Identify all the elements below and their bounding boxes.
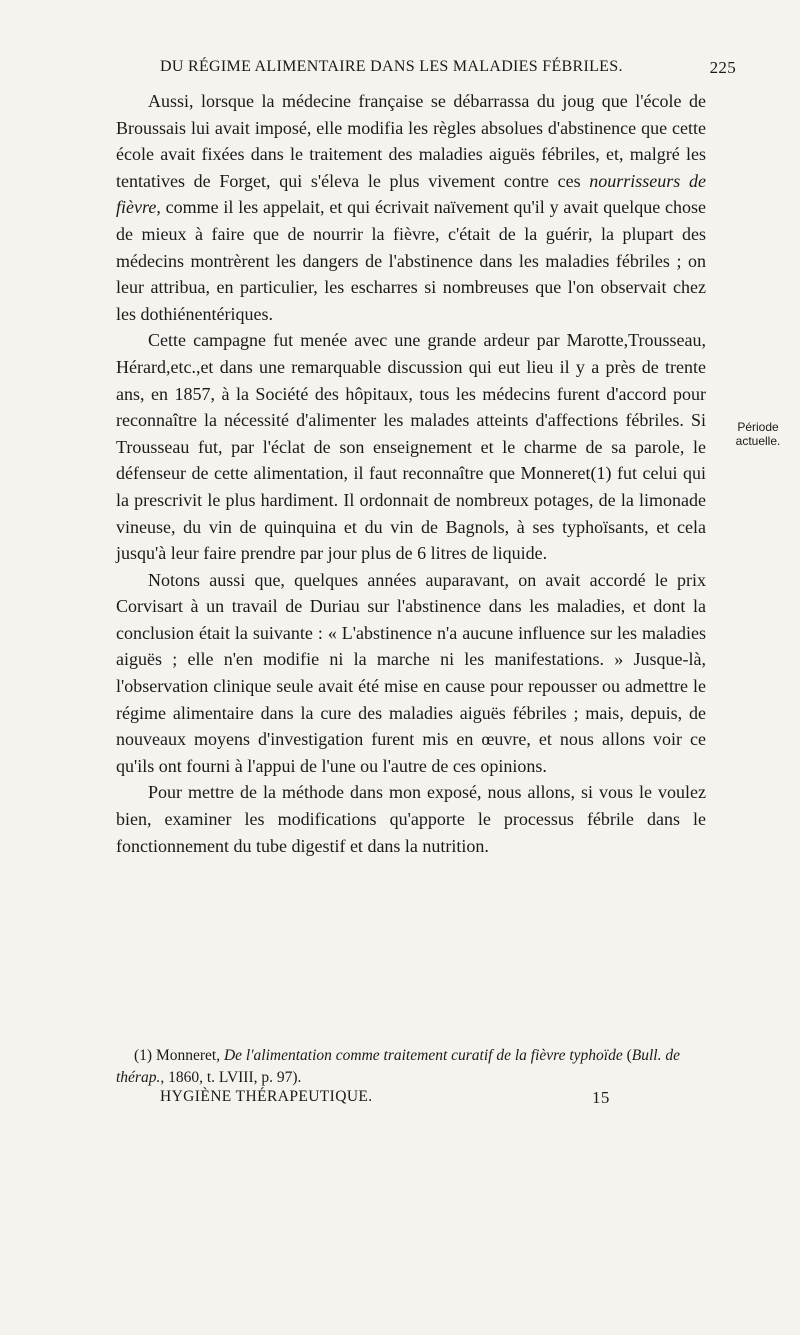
footnote-title: De l'alimentation comme traitement curatif de la fièvre typhoïde	[223, 1047, 623, 1064]
footnote-text	[116, 1045, 706, 1089]
signature-title: HYGIÈNE THÉRAPEUTIQUE.	[160, 1088, 373, 1105]
page-number: 225	[709, 58, 736, 77]
paragraph-1-text-b: , comme il les appelait, et qui écrivait naïvement qu'il y avait quelque chose de mieux à faire que de nourrir la fièvre, c'était de la guérir, la plupart des médecins montrèrent les dangers de l'abstinence dans les maladies fébriles ; on leur attribua, en particulier, les escharres si nombreuses que l'on observait chez les dothiénentériques.	[116, 197, 706, 324]
paragraph-3	[116, 567, 706, 780]
paragraph-4	[116, 779, 706, 859]
running-title: DU RÉGIME ALIMENTAIRE DANS LES MALADIES FÉBRILES.	[160, 58, 623, 75]
footnote-journal: Bull. de thérap.	[116, 1047, 680, 1086]
signature-number: 15	[592, 1088, 610, 1107]
paragraph-1-text-a: Aussi, lorsque la médecine française se débarrassa du joug que l'école de Broussais lui avait imposé, elle modifia les règles absolues d'abstinence que cette école avait fixées dans le traitement des maladies aiguës fébriles, et, malgré les tentatives de Forget, qui s'éleva le plus vivement contre ces	[116, 91, 706, 191]
footnote-author: Monneret,	[155, 1047, 221, 1064]
paragraph-1	[116, 88, 706, 327]
footnote	[116, 1045, 706, 1089]
paragraph-2-text: Cette campagne fut menée avec une grande ardeur par Marotte,Trousseau, Hérard,etc.,et dans une remarquable discussion qui eut lieu il y a près de trente ans, en 1857, à la Société des hôpitaux, tous les médecins furent d'accord pour reconnaître la nécessité d'alimenter les malades atteints d'affections fébriles. Si Trousseau fut, par l'éclat de son enseignement et le charme de sa parole, le défenseur de cette alimentation, il faut reconnaître que Monneret(1) fut celui qui la prescrivit le plus hardiment. Il ordonnait de nombreux potages, de la limonade vineuse, du vin de quinquina et du vin de Bagnols, à ses typhoïsants, et cela jusqu'à leur faire prendre par jour plus de 6 litres de liquide.	[116, 330, 706, 564]
footnote-rest: , 1860, t. LVIII, p. 97).	[160, 1069, 302, 1086]
footnote-paren: (	[622, 1047, 632, 1064]
footnote-marker: (1)	[134, 1047, 153, 1064]
paragraph-2	[116, 327, 706, 566]
marginal-note-line1: Période	[737, 420, 779, 434]
paragraph-4-text: Pour mettre de la méthode dans mon exposé, nous allons, si vous le voulez bien, examiner les modifications qu'apporte le processus fébrile dans le fonctionnement du tube digestif et dans la nutrition.	[116, 782, 706, 856]
paragraph-3-text: Notons aussi que, quelques années auparavant, on avait accordé le prix Corvisart à un travail de Duriau sur l'abstinence dans les maladies, et dont la conclusion était la suivante : « L'abstinence n'a aucune influence sur les maladies aiguës ; elle n'en modifie ni la marche ni les manifestations. » Jusque-là, l'observation clinique seule avait été mise en cause pour repousser ou admettre le régime alimentaire dans la cure des maladies aiguës fébriles ; mais, depuis, de nouveaux moyens d'investigation furent mis en œuvre, et nous allons voir ce qu'ils ont fourni à l'appui de l'une ou l'autre de ces opinions.	[116, 569, 706, 776]
paragraph-1-italic: nourrisseurs de fièvre	[116, 170, 706, 218]
marginal-note	[728, 420, 788, 448]
marginal-note-line2: actuelle.	[735, 434, 781, 448]
main-text	[116, 88, 706, 859]
